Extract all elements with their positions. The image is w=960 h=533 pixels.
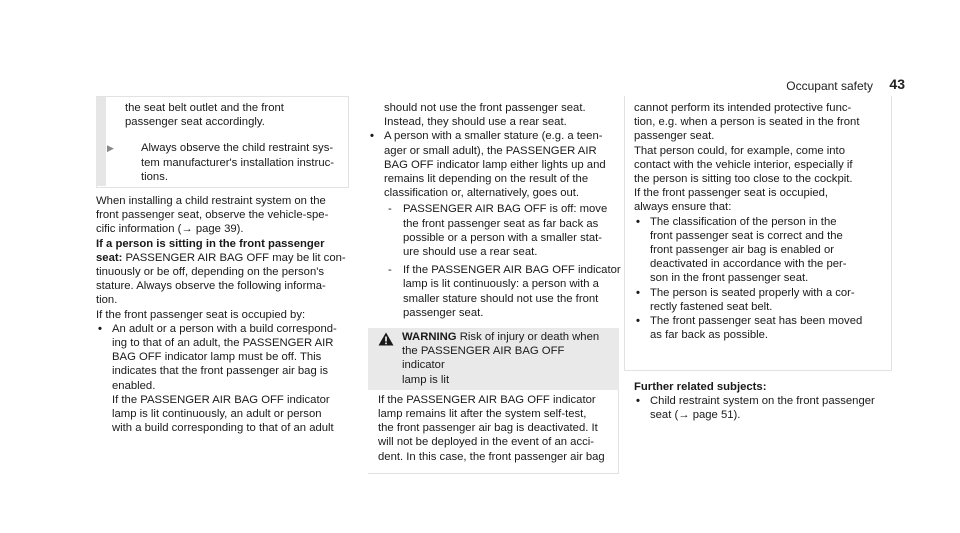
warning-triangle-icon [378, 332, 394, 346]
list-item: • The person is seated properly with a cor- rectly fastened seat belt. [636, 286, 855, 313]
contact-paragraph: That person could, for example, come into contact with the vehicle interior, especially if the person is sitting too close to the cockpit. [634, 144, 853, 186]
bullet-icon: • [98, 322, 102, 335]
bullet-icon: • [636, 315, 640, 328]
sub-list-item: - If the PASSENGER AIR BAG OFF indicator lamp is lit continuously: a person with a smaller stature should not use the front passenger seat. [388, 264, 621, 319]
column-2 [368, 101, 630, 320]
warning-header: WARNING Risk of injury or death when the PASSENGER AIR BAG OFF indicator lamp is lit [368, 328, 619, 390]
occupied-by: If the front passenger seat is occupied by: [96, 308, 306, 321]
continued-text: cannot perform its intended protective func- tion, e.g. when a person is seated in the front passenger seat. [634, 102, 860, 143]
instruction-step: ▶ Always observe the child restraint sys- tem manufacturer's installation instruc- tions. [107, 142, 335, 183]
intro-paragraph: When installing a child restraint system on the front passenger seat, observe the vehicle-spe- cific information (→ page 39). [96, 195, 329, 236]
related-link[interactable]: • Child restraint system on the front passenger seat (→ page 51). [636, 395, 875, 422]
list-item: • An adult or a person with a build correspond- ing to that of an adult, the PASSENGER AIR BAG OFF indicator lamp must be off. This indicates that the front passenger air bag is enabled. If the PASSENGER AIR BAG OFF indicator lamp is lit continuously, an adult or person with a build corresponding to that of an adult [98, 322, 337, 435]
warning-box [368, 328, 619, 463]
warning-label: WARNING [402, 331, 457, 343]
list-item: • The classification of the person in the front passenger seat is correct and the front passenger air bag is enabled or deactivated in accordance with the per- son in the front passenger seat. [636, 215, 847, 285]
list-item: • A person with a smaller stature (e.g. a teen- ager or small adult), the PASSENGER AIR BAG OFF indicator lamp either lights up and remains lit depending on the result of the classification or, alternatively, goes out. [370, 130, 606, 200]
list-item: • The front passenger seat has been moved as far back as possible. [636, 315, 863, 342]
bullet-icon: • [636, 395, 640, 408]
note-bar [96, 97, 106, 186]
further-heading: Further related subjects: [634, 381, 767, 393]
continued-text: should not use the front passenger seat. Instead, they should use a rear seat. [384, 102, 586, 129]
page-number: 43 [889, 76, 905, 92]
section-title: Occupant safety [786, 79, 873, 93]
step-arrow-icon: ▶ [107, 143, 114, 154]
occupancy-paragraph: If a person is sitting in the front passenger seat: PASSENGER AIR BAG OFF may be lit con- tinuously or be off, depending on the person's stature. Always observe the following informa- tion. [96, 237, 346, 307]
box-text: the seat belt outlet and the front passenger seat accordingly. [125, 102, 284, 129]
column-1-body [96, 194, 358, 435]
further-subjects [634, 380, 888, 423]
bullet-icon: • [636, 215, 640, 228]
ensure-paragraph: If the front passenger seat is occupied, always ensure that: [634, 187, 829, 214]
bullet-icon: • [636, 286, 640, 299]
column-3 [634, 101, 888, 342]
sub-list-item: - PASSENGER AIR BAG OFF is off: move the front passenger seat as far back as possible or a person with a smaller stat- ure should use a rear seat. [388, 203, 608, 259]
column-1 [107, 101, 342, 184]
warning-body: If the PASSENGER AIR BAG OFF indicator lamp remains lit after the system self-test, the front passenger air bag is deactivated. It will not be deployed in the event of an acci- dent. In this case, the front passenger air bag [368, 390, 619, 474]
bullet-icon: • [370, 130, 374, 143]
